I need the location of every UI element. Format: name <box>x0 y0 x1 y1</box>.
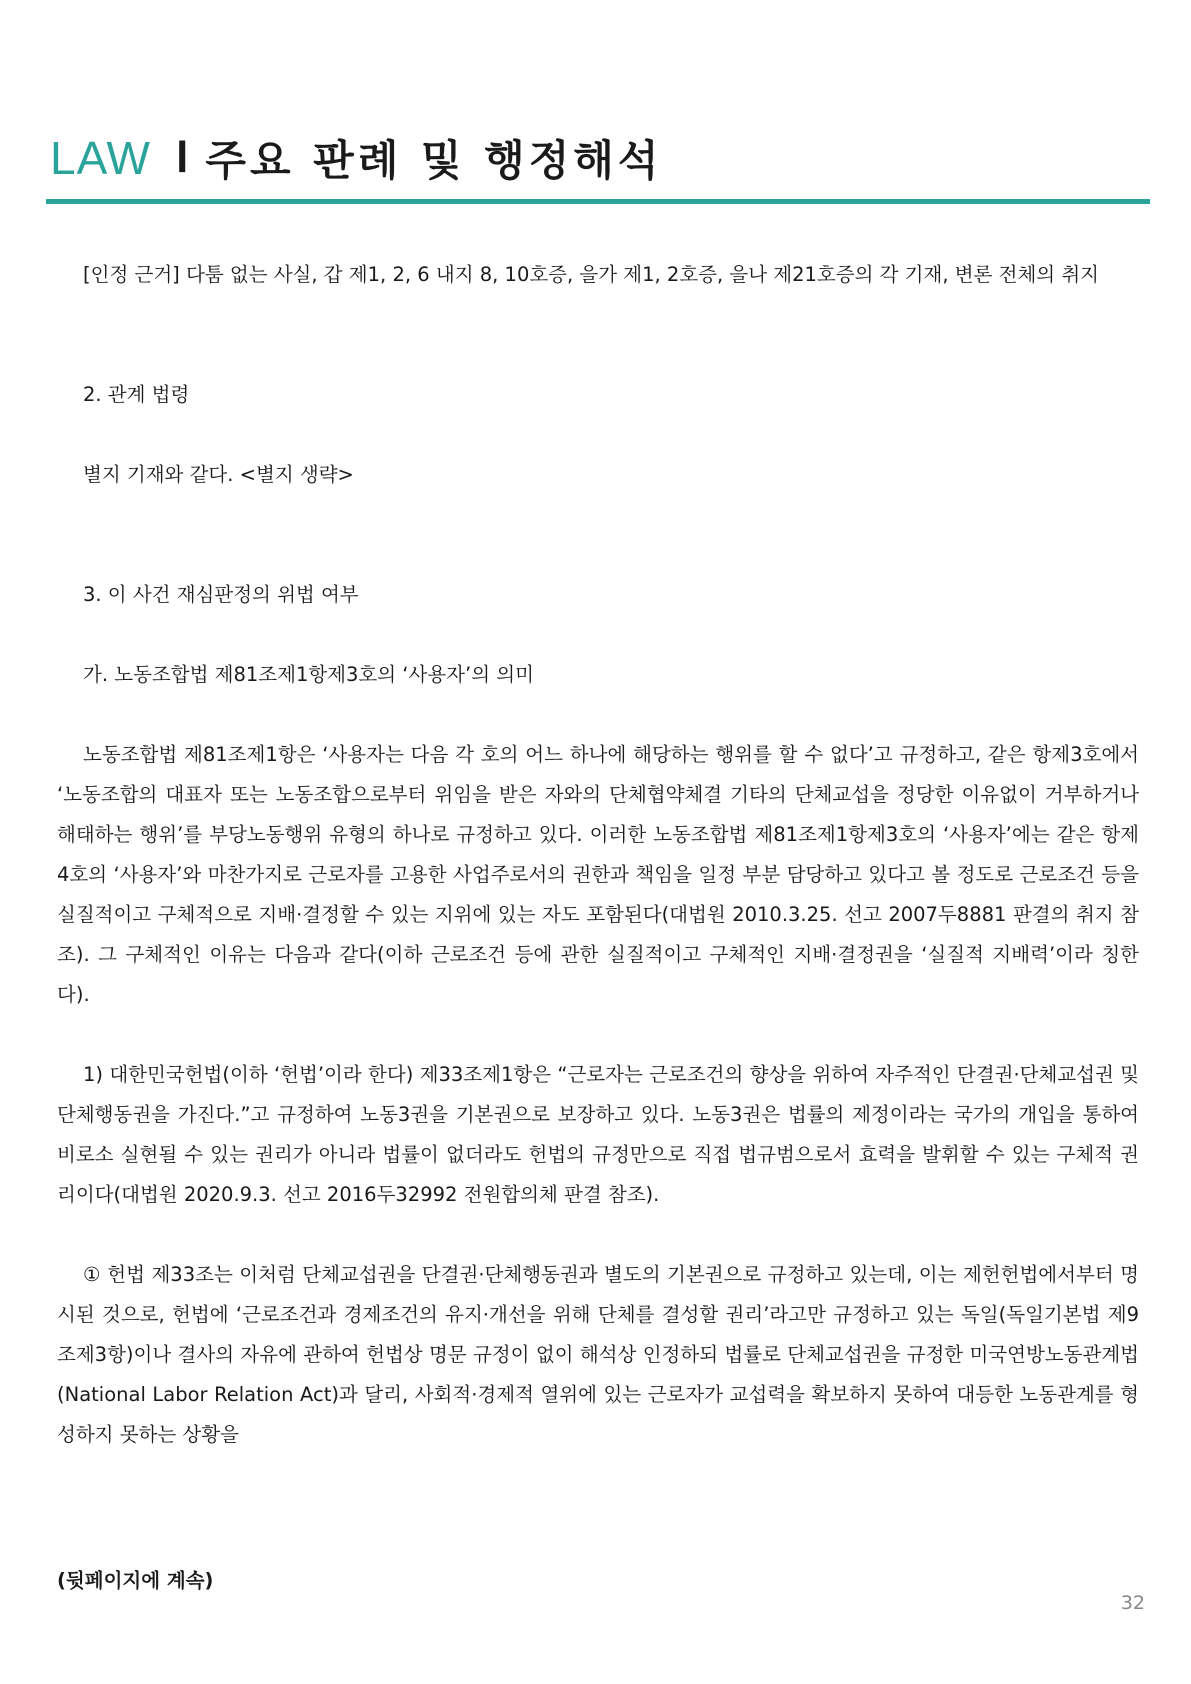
subsection-a-heading: 가. 노동조합법 제81조제1항제3호의 ‘사용자’의 의미 <box>83 663 534 686</box>
spacer <box>57 1015 1139 1055</box>
page-header <box>50 128 1150 188</box>
page-number: 32 <box>1120 1592 1145 1614</box>
spacer <box>57 495 1139 575</box>
evidence-basis-paragraph: [인정 근거] 다툼 없는 사실, 갑 제1, 2, 6 내지 8, 10호증, 을가 제1, 2호증, 을나 제21호증의 각 기재, 변론 전체의 취지 <box>83 263 1100 286</box>
law-label: LAW <box>50 132 151 184</box>
spacer <box>57 695 1139 735</box>
document-body <box>57 255 1139 1455</box>
section-3-heading: 3. 이 사건 재심판정의 위법 여부 <box>83 583 359 606</box>
continued-note: (뒷페이지에 계속) <box>57 1569 214 1592</box>
paragraph-item-circle-1: ① 헌법 제33조는 이처럼 단체교섭권을 단결권·단체행동권과 별도의 기본권으로 규정하고 있는데, 이는 제헌헌법에서부터 명시된 것으로, 헌법에 ‘근로조건과 경제조건의 유지·개선을 위해 단체를 결성할 권리’라고만 규정하고 있는 독일(독일기본법 제9조제3항)이나 결사의 자유에 관하여 헌법상 명문 규정이 없이 해석상 인정하되 법률로 단체교섭권을 규정한 미국연방노동관계법(National Labor Relation Act)과 달리, 사회적·경제적 열위에 있는 근로자가 교섭력을 확보하지 못하여 대등한 노동관계를 형성하지 못하는 상황을 <box>57 1263 1139 1446</box>
spacer <box>57 615 1139 655</box>
header-divider <box>46 199 1150 204</box>
spacer <box>57 295 1139 375</box>
page-title: 주요 판례 및 행정해석 <box>205 136 663 185</box>
section-2-body: 별지 기재와 같다. <별지 생략> <box>83 463 354 486</box>
header-separator: l <box>176 133 189 182</box>
paragraph-employer-meaning: 노동조합법 제81조제1항은 ‘사용자는 다음 각 호의 어느 하나에 해당하는 행위를 할 수 없다’고 규정하고, 같은 항제3호에서 ‘노동조합의 대표자 또는 노동조합으로부터 위임을 받은 자와의 단체협약체결 기타의 단체교섭을 정당한 이유없이 거부하거나 해태하는 행위’를 부당노동행위 유형의 하나로 규정하고 있다. 이러한 노동조합법 제81조제1항제3호의 ‘사용자’에는 같은 항제4호의 ‘사용자’와 마찬가지로 근로자를 고용한 사업주로서의 권한과 책임을 일정 부분 담당하고 있다고 볼 정도로 근로조건 등을 실질적이고 구체적으로 지배·결정할 수 있는 지위에 있는 자도 포함된다(대법원 2010.3.25. 선고 2007두8881 판결의 취지 참조). 그 구체적인 이유는 다음과 같다(이하 근로조건 등에 관한 실질적이고 구체적인 지배·결정권을 ‘실질적 지배력’이라 칭한다). <box>57 743 1139 1006</box>
paragraph-item-1: 1) 대한민국헌법(이하 ‘헌법’이라 한다) 제33조제1항은 “근로자는 근로조건의 향상을 위하여 자주적인 단결권·단체교섭권 및 단체행동권을 가진다.”고 규정하여 노동3권을 기본권으로 보장하고 있다. 노동3권은 법률의 제정이라는 국가의 개입을 통하여 비로소 실현될 수 있는 권리가 아니라 법률이 없더라도 헌법의 규정만으로 직접 법규범으로서 효력을 발휘할 수 있는 구체적 권리이다(대법원 2020.9.3. 선고 2016두32992 전원합의체 판결 참조). <box>57 1063 1139 1206</box>
spacer <box>57 1215 1139 1255</box>
section-2-heading: 2. 관계 법령 <box>83 383 190 406</box>
spacer <box>57 415 1139 455</box>
